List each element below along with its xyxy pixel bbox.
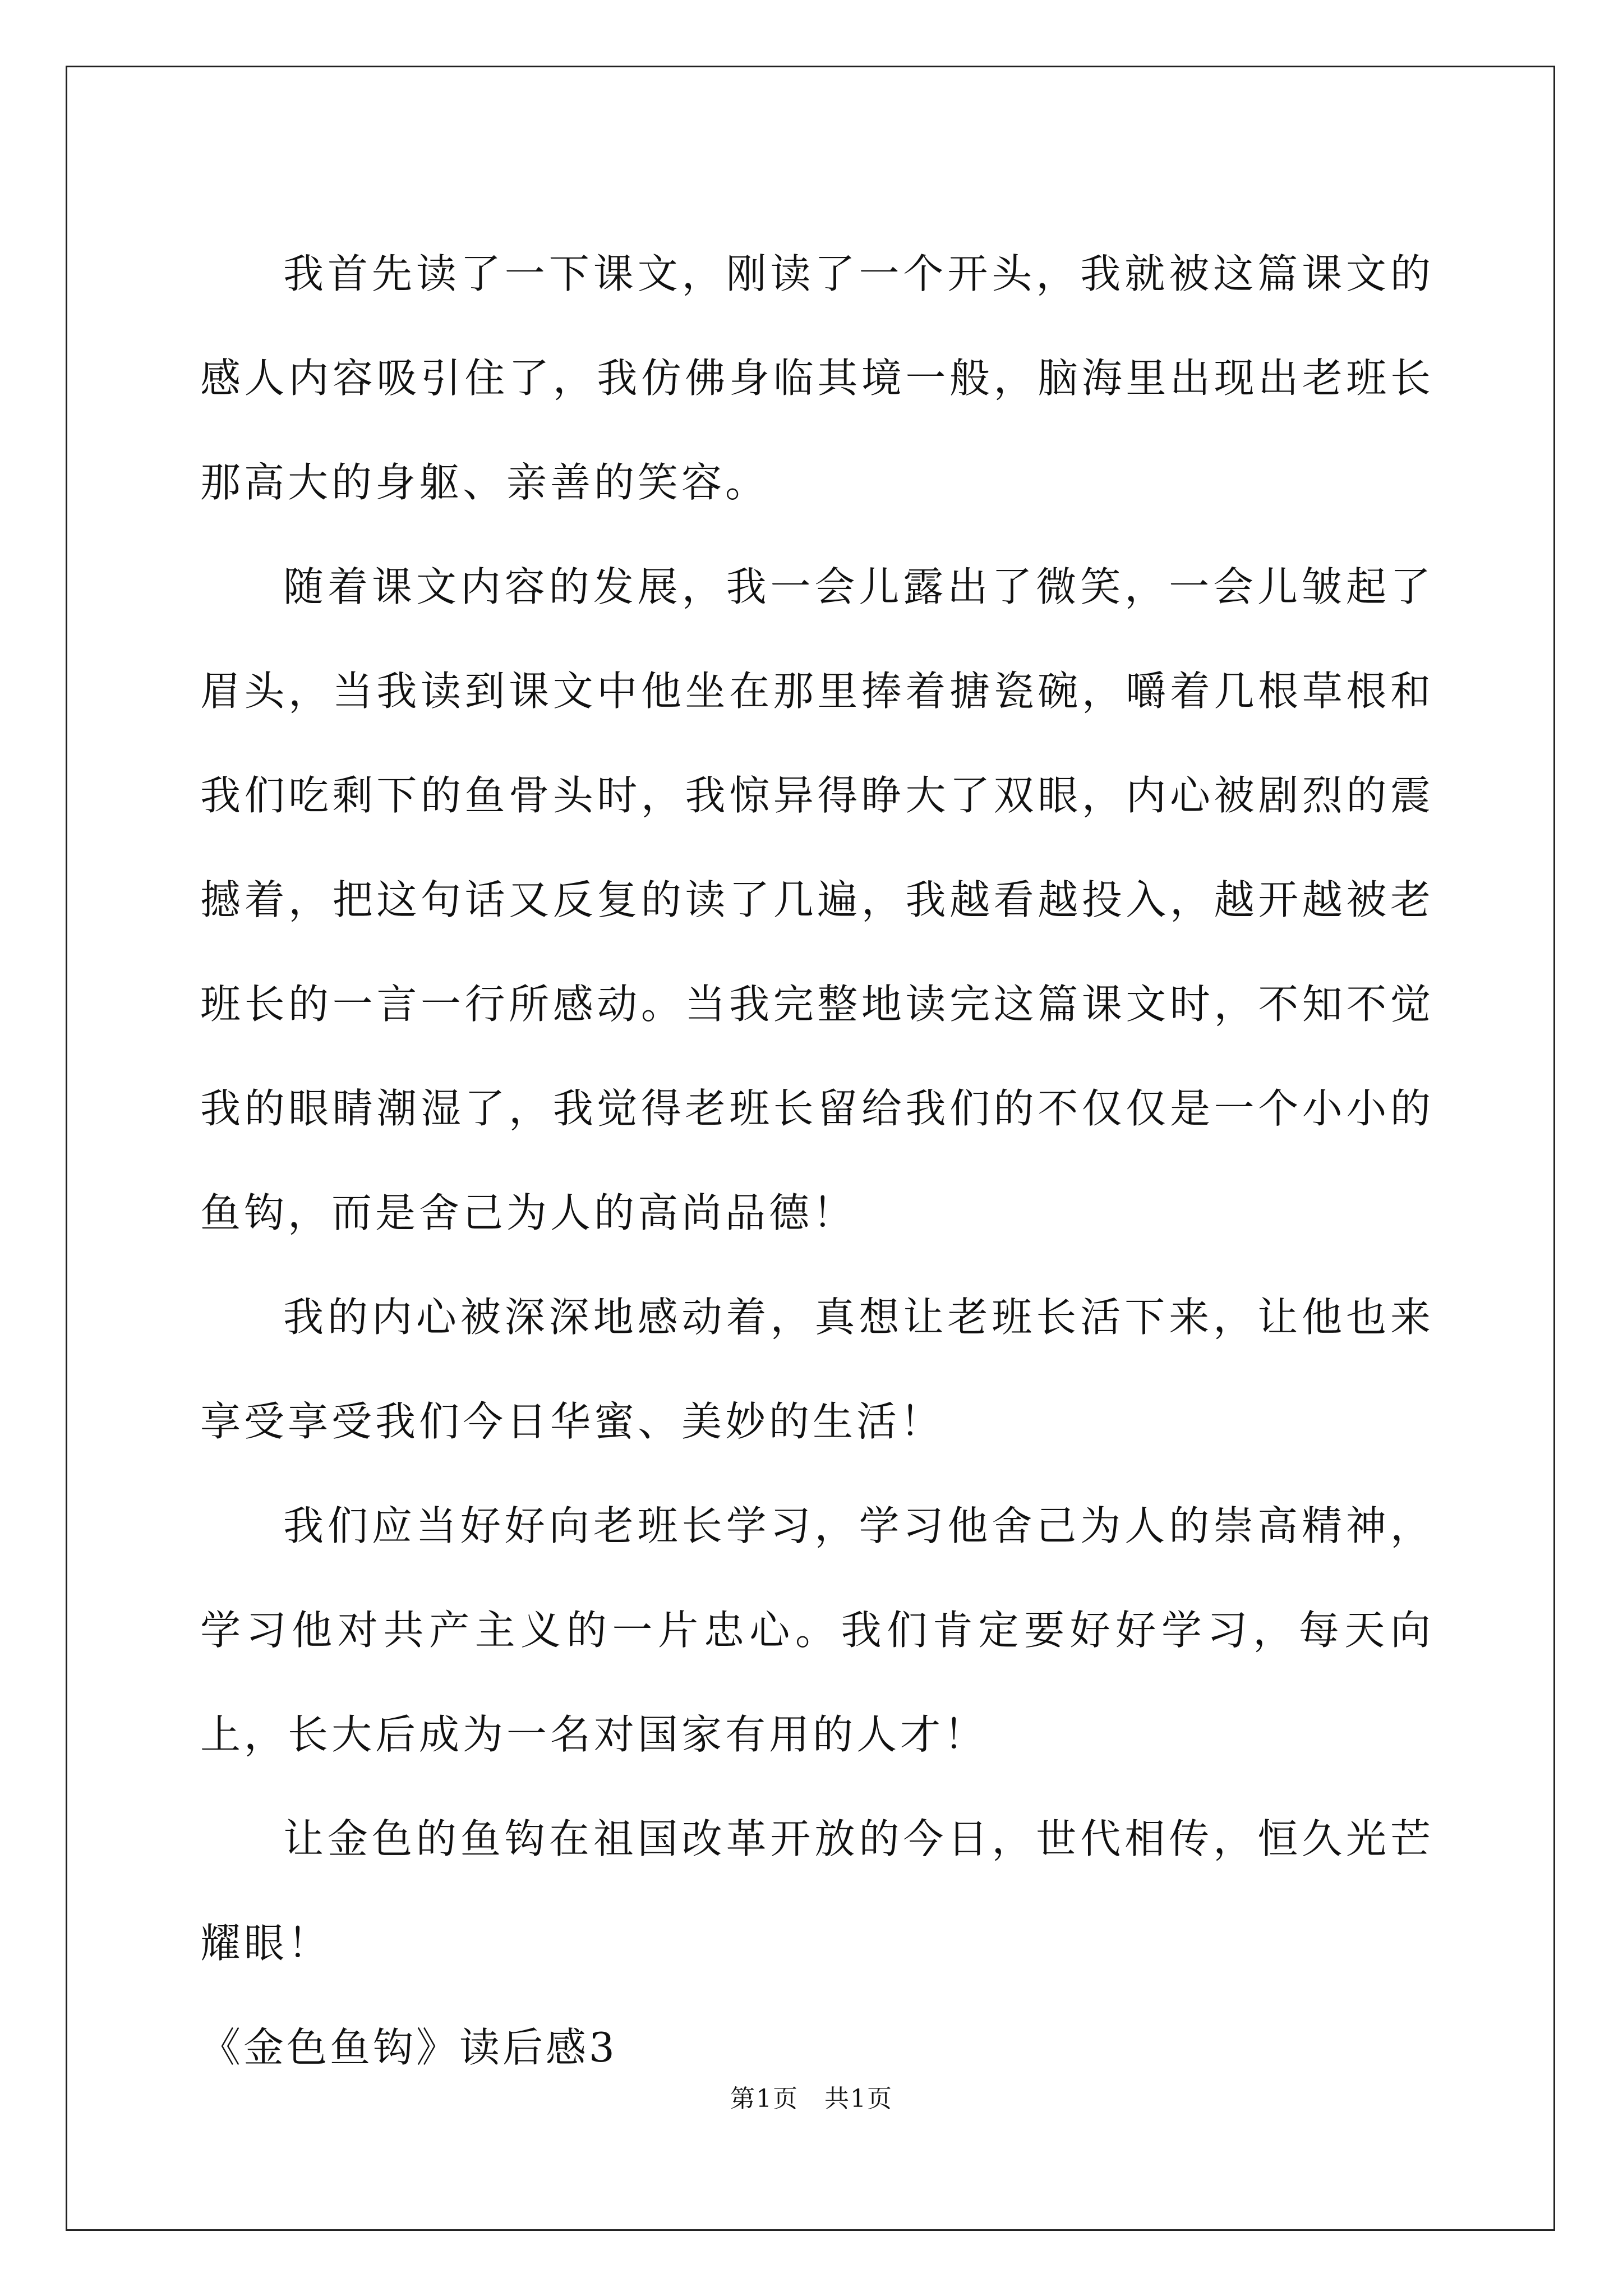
paragraph-1: 我首先读了一下课文，刚读了一个开头，我就被这篇课文的感人内容吸引住了，我仿佛身临其境一般，脑海里出现出老班长那高大的身躯、亲善的笑容。: [200, 250, 1434, 506]
section-heading: 《金色鱼钩》读后感3: [200, 2024, 617, 2071]
paragraph-3: 我的内心被深深地感动着，真想让老班长活下来，让他也来享受享受我们今日华蜜、美妙的生活！: [200, 1294, 1434, 1445]
document-body: [200, 222, 1434, 2100]
page-footer: 第1页 共1页: [730, 2085, 893, 2113]
paragraph-4: 我们应当好好向老班长学习，学习他舍己为人的崇高精神，学习他对共产主义的一片忠心。我们肯定要好好学习，每天向上，长大后成为一名对国家有用的人才！: [200, 1502, 1434, 1758]
paragraph-5: 让金色的鱼钩在祖国改革开放的今日，世代相传，恒久光芒耀眼！: [200, 1815, 1434, 1967]
paragraph-2: 随着课文内容的发展，我一会儿露出了微笑，一会儿皱起了眉头，当我读到课文中他坐在那里捧着搪瓷碗，嚼着几根草根和我们吃剩下的鱼骨头时，我惊异得睁大了双眼，内心被剧烈的震撼着，把这句话又反复的读了几遍，我越看越投入，越开越被老班长的一言一行所感动。当我完整地读完这篇课文时，不知不觉我的眼睛潮湿了，我觉得老班长留给我们的不仅仅是一个小小的鱼钩，而是舍己为人的高尚品德！: [200, 563, 1434, 1236]
